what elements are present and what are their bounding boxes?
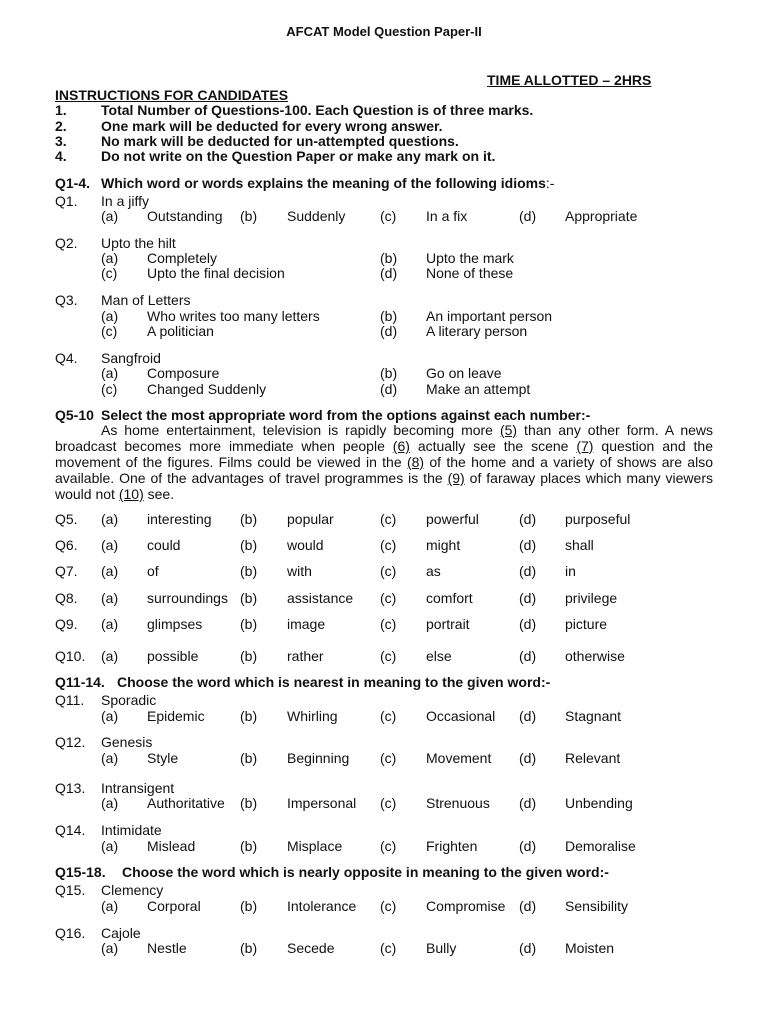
option-label: (d) (519, 898, 537, 914)
option-label: (a) (101, 750, 119, 766)
option-text: Secede (287, 940, 335, 956)
question-stem: In a jiffy (101, 193, 149, 209)
option-label: (c) (380, 940, 397, 956)
option-label: (b) (240, 940, 258, 956)
option-label: (c) (380, 511, 397, 527)
option-text: Make an attempt (426, 381, 531, 397)
option-label: (a) (101, 616, 119, 632)
blank-10: (10) (118, 486, 144, 502)
option-label: (c) (380, 750, 397, 766)
option-label: (c) (380, 708, 397, 724)
instruction-text: One mark will be deducted for every wrong answer. (101, 118, 443, 134)
instruction-text: Total Number of Questions-100. Each Question is of three marks. (101, 102, 534, 118)
option-label: (d) (380, 265, 398, 281)
question-number: Q11. (55, 692, 85, 708)
option-text: A literary person (426, 323, 528, 339)
option-text: Moisten (565, 940, 615, 956)
option-text: A politician (147, 323, 214, 339)
option-text: Epidemic (147, 708, 205, 724)
option-label: (b) (240, 590, 258, 606)
option-text: as (426, 563, 441, 579)
option-text: Go on leave (426, 365, 502, 381)
option-text: Who writes too many letters (147, 308, 320, 324)
question-number: Q3. (55, 292, 78, 308)
blank-8: (8) (406, 454, 425, 470)
question-number: Q15. (55, 882, 86, 898)
option-text: would (287, 537, 324, 553)
option-text: Nestle (147, 940, 187, 956)
option-label: (b) (240, 838, 258, 854)
option-text: portrait (426, 616, 470, 632)
option-label: (c) (101, 265, 118, 281)
option-label: (a) (101, 537, 119, 553)
option-text: None of these (426, 265, 514, 281)
option-text: Upto the mark (426, 250, 514, 266)
option-label: (c) (380, 795, 397, 811)
question-number: Q13. (55, 780, 86, 796)
option-text: possible (147, 648, 199, 664)
option-label: (d) (519, 648, 537, 664)
option-text: shall (565, 537, 594, 553)
option-text: Style (147, 750, 179, 766)
option-text: Bully (426, 940, 457, 956)
option-label: (b) (240, 898, 258, 914)
option-label: (c) (380, 537, 397, 553)
question-number: Q16. (55, 925, 86, 941)
option-text: purposeful (565, 511, 631, 527)
question-number: Q7. (55, 563, 78, 579)
instruction-num: 3. (55, 133, 67, 149)
option-text: Appropriate (565, 208, 638, 224)
option-text: Relevant (565, 750, 621, 766)
question-stem: Sangfroid (101, 350, 161, 366)
option-label: (b) (240, 648, 258, 664)
question-stem: Cajole (101, 925, 141, 941)
option-text: Frighten (426, 838, 478, 854)
section-label: Q5-10 (55, 407, 94, 423)
option-label: (c) (101, 381, 118, 397)
option-label: (a) (101, 250, 119, 266)
option-label: (b) (380, 250, 398, 266)
question-number: Q5. (55, 511, 78, 527)
option-label: (b) (380, 365, 398, 381)
option-text: Beginning (287, 750, 350, 766)
option-text: rather (287, 648, 324, 664)
option-label: (b) (240, 795, 258, 811)
instructions-heading: INSTRUCTIONS FOR CANDIDATES (55, 87, 289, 103)
option-label: (d) (519, 708, 537, 724)
question-number: Q4. (55, 350, 78, 366)
page-title: AFCAT Model Question Paper-II (286, 24, 482, 39)
option-label: (b) (240, 708, 258, 724)
option-label: (c) (380, 648, 397, 664)
question-number: Q8. (55, 590, 78, 606)
question-stem: Upto the hilt (101, 235, 176, 251)
option-text: Completely (147, 250, 218, 266)
option-label: (b) (240, 616, 258, 632)
option-label: (d) (519, 750, 537, 766)
option-label: (a) (101, 708, 119, 724)
section-instruction: Choose the word which is nearly opposite in meaning to the given word:- (122, 864, 609, 880)
option-label: (d) (519, 208, 537, 224)
option-label: (c) (380, 590, 397, 606)
option-label: (d) (519, 795, 537, 811)
option-label: (a) (101, 940, 119, 956)
option-text: with (287, 563, 312, 579)
section-label: Q1-4. (55, 175, 91, 191)
option-text: Compromise (426, 898, 506, 914)
option-text: in (565, 563, 576, 579)
option-text: In a fix (426, 208, 468, 224)
option-text: comfort (426, 590, 473, 606)
option-text: An important person (426, 308, 553, 324)
option-text: Suddenly (287, 208, 346, 224)
option-label: (d) (380, 323, 398, 339)
option-text: Occasional (426, 708, 496, 724)
question-stem: Intransigent (101, 780, 175, 796)
option-label: (a) (101, 898, 119, 914)
option-text: powerful (426, 511, 479, 527)
question-number: Q1. (55, 193, 78, 209)
option-text: glimpses (147, 616, 203, 632)
option-label: (d) (519, 940, 537, 956)
question-number: Q9. (55, 616, 78, 632)
option-text: Stagnant (565, 708, 622, 724)
option-text: popular (287, 511, 334, 527)
question-stem: Sporadic (101, 692, 157, 708)
option-label: (b) (240, 563, 258, 579)
option-label: (a) (101, 208, 119, 224)
question-number: Q10. (55, 648, 86, 664)
option-label: (a) (101, 838, 119, 854)
section-instruction: Choose the word which is nearest in meaning to the given word:- (117, 674, 551, 690)
option-label: (a) (101, 795, 119, 811)
option-text: surroundings (147, 590, 228, 606)
option-text: Authoritative (147, 795, 225, 811)
instruction-text: Do not write on the Question Paper or make any mark on it. (101, 148, 496, 164)
section-label: Q15-18. (55, 864, 106, 880)
option-label: (a) (101, 308, 119, 324)
option-text: Upto the final decision (147, 265, 285, 281)
option-text: Unbending (565, 795, 633, 811)
time-allotted: TIME ALLOTTED – 2HRS (487, 72, 652, 88)
option-text: otherwise (565, 648, 625, 664)
section-label: Q11-14. (55, 674, 105, 690)
instruction-num: 2. (55, 118, 67, 134)
option-text: Composure (147, 365, 220, 381)
option-text: else (426, 648, 452, 664)
option-label: (a) (101, 511, 119, 527)
option-text: image (287, 616, 326, 632)
option-label: (c) (380, 563, 397, 579)
option-text: Outstanding (147, 208, 223, 224)
option-label: (a) (101, 590, 119, 606)
option-label: (b) (380, 308, 398, 324)
option-label: (a) (101, 563, 119, 579)
option-label: (c) (380, 898, 397, 914)
question-number: Q6. (55, 537, 78, 553)
option-text: Impersonal (287, 795, 357, 811)
option-label: (b) (240, 208, 258, 224)
option-label: (d) (519, 563, 537, 579)
blank-6: (6) (392, 438, 410, 454)
option-label: (c) (101, 323, 118, 339)
question-stem: Clemency (101, 882, 164, 898)
section-instruction: Select the most appropriate word from the options against each number:- (101, 407, 591, 423)
passage: As home entertainment, television is rapidly becoming more (5) than any other form. A news broadcast becomes more immediate when people (6) actually see the scene (7) question and the movement of the figures. Films could be viewed in the (8) of the home and a variety of shows are also available. One of the advantages of travel programmes is the (9) of faraway places which many viewers would not (10) see. (55, 422, 714, 502)
option-label: (d) (519, 590, 537, 606)
option-text: of (147, 563, 159, 579)
question-stem: Man of Letters (101, 292, 191, 308)
instruction-num: 4. (55, 148, 67, 164)
question-number: Q2. (55, 235, 78, 251)
option-text: Demoralise (565, 838, 636, 854)
option-text: Changed Suddenly (147, 381, 267, 397)
option-text: privilege (565, 590, 618, 606)
question-number: Q12. (55, 734, 86, 750)
question-number: Q14. (55, 822, 86, 838)
option-label: (c) (380, 838, 397, 854)
option-label: (c) (380, 208, 397, 224)
section-instruction: Which word or words explains the meaning of the following idioms:- (101, 175, 555, 191)
option-label: (a) (101, 365, 119, 381)
blank-9: (9) (447, 470, 465, 486)
blank-7: (7) (576, 438, 594, 454)
option-text: Misplace (287, 838, 343, 854)
option-text: assistance (287, 590, 354, 606)
option-label: (b) (240, 750, 258, 766)
option-label: (b) (240, 537, 258, 553)
option-text: Mislead (147, 838, 196, 854)
option-text: Intolerance (287, 898, 357, 914)
option-label: (d) (519, 511, 537, 527)
option-text: interesting (147, 511, 212, 527)
option-text: Movement (426, 750, 492, 766)
instruction-num: 1. (55, 102, 67, 118)
question-stem: Intimidate (101, 822, 162, 838)
option-label: (d) (519, 616, 537, 632)
option-text: Strenuous (426, 795, 490, 811)
option-label: (b) (240, 511, 258, 527)
option-text: could (147, 537, 181, 553)
option-text: might (426, 537, 461, 553)
option-text: Corporal (147, 898, 201, 914)
option-label: (a) (101, 648, 119, 664)
option-label: (d) (519, 537, 537, 553)
option-label: (d) (519, 838, 537, 854)
option-label: (c) (380, 616, 397, 632)
option-text: Whirling (287, 708, 338, 724)
option-text: picture (565, 616, 608, 632)
question-stem: Genesis (101, 734, 153, 750)
option-text: Sensibility (565, 898, 629, 914)
instruction-text: No mark will be deducted for un-attempted questions. (101, 133, 459, 149)
blank-5: (5) (499, 422, 518, 438)
option-label: (d) (380, 381, 398, 397)
